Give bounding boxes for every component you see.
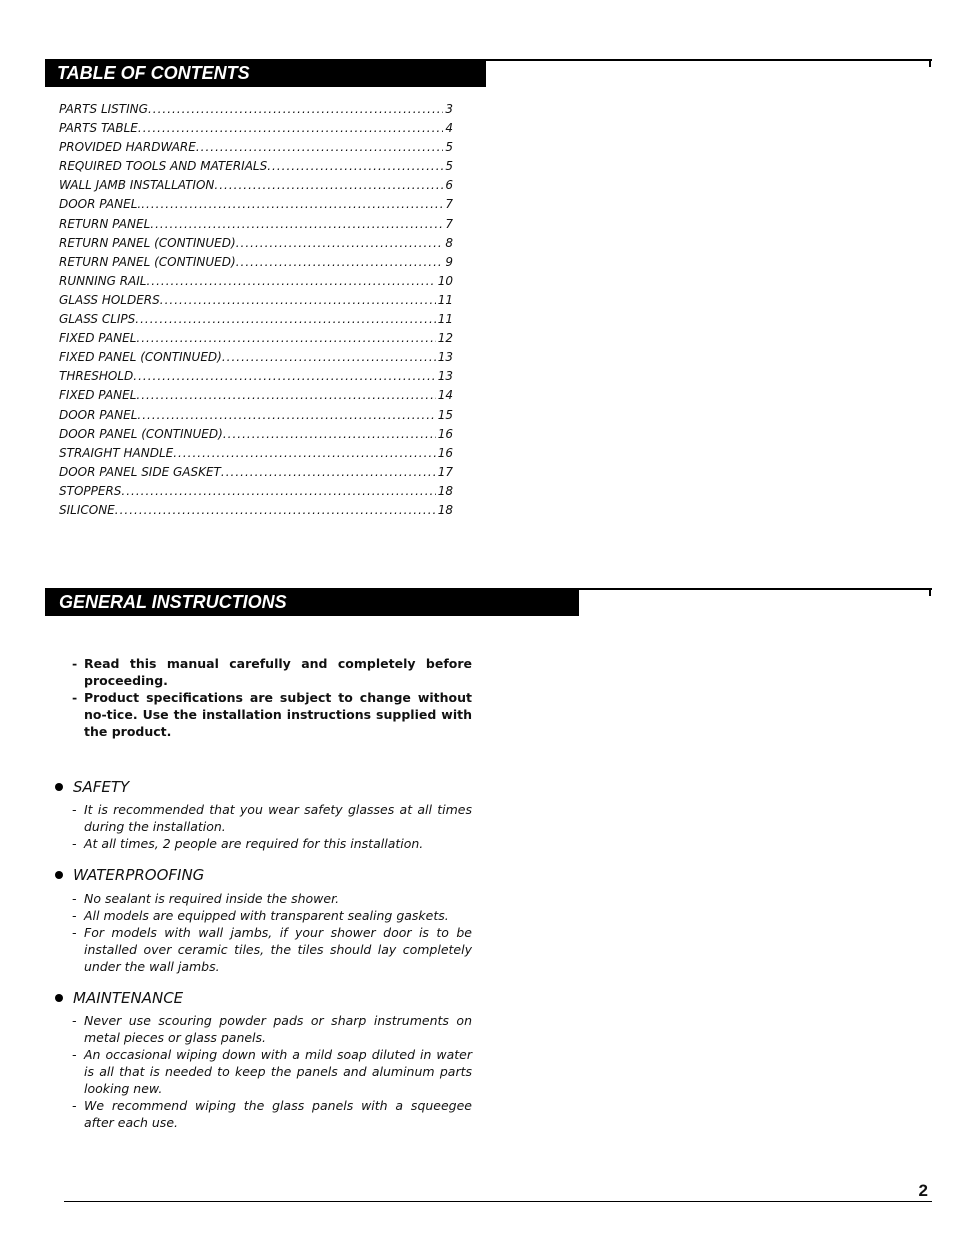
toc-entry-page: 15 — [437, 407, 453, 422]
toc-entry-label: DOOR PANEL SIDE GASKET — [59, 464, 221, 479]
toc-leader-dots — [267, 159, 443, 173]
toc-leader-dots — [148, 102, 443, 116]
toc-entry-page: 18 — [437, 483, 453, 498]
toc-entry-label: WALL JAMB INSTALLATION — [59, 178, 215, 193]
toc-leader-dots — [133, 369, 435, 383]
toc-entry-label: FIXED PANEL (CONTINUED) — [59, 350, 222, 365]
safety-list — [72, 801, 472, 852]
toc-entry[interactable] — [59, 217, 453, 236]
toc-entry[interactable] — [59, 197, 453, 216]
toc-leader-dots — [137, 408, 435, 422]
dash-marker: - — [72, 802, 77, 817]
maintenance-item-text: Never use scouring powder pads or sharp instruments on metal pieces or glass panels. — [84, 1013, 472, 1045]
toc-entry-label: DOOR PANEL — [59, 407, 138, 422]
list-item — [72, 924, 472, 975]
safety-heading — [55, 778, 129, 796]
toc-entry[interactable] — [59, 293, 453, 312]
toc-entry-label: DOOR PANEL (CONTINUED) — [59, 426, 223, 441]
dash-marker: - — [72, 690, 78, 705]
maintenance-item-text: An occasional wiping down with a mild soap diluted in water is all that is needed to keep the panels and aluminum parts looking new. — [84, 1047, 472, 1096]
toc-leader-dots — [222, 350, 436, 364]
dash-marker: - — [72, 891, 77, 906]
maintenance-item-text: We recommend wiping the glass panels with a squeegee after each use. — [84, 1098, 472, 1130]
toc-header-rule-tick — [929, 59, 931, 67]
toc-entry-page: 16 — [437, 445, 453, 460]
toc-entry-label: RETURN PANEL (CONTINUED) — [59, 235, 236, 250]
toc-entry[interactable] — [59, 102, 453, 121]
toc-title: TABLE OF CONTENTS — [45, 59, 486, 87]
toc-entry[interactable] — [59, 350, 453, 369]
toc-entry-label: PARTS TABLE — [59, 121, 138, 136]
toc-entry-label: RUNNING RAIL — [59, 273, 147, 288]
toc-entry-label: FIXED PANEL — [59, 331, 137, 346]
toc-leader-dots — [223, 427, 436, 441]
toc-entry[interactable] — [59, 408, 453, 427]
toc-entry[interactable] — [59, 427, 453, 446]
toc-entry-page: 7 — [445, 197, 453, 212]
toc-entry-page: 18 — [437, 502, 453, 517]
general-header-rule — [579, 588, 932, 590]
toc-entry-page: 14 — [437, 388, 453, 403]
list-item — [72, 689, 472, 740]
toc-leader-dots — [138, 121, 443, 135]
toc-entry[interactable] — [59, 312, 453, 331]
toc-entry-page: 11 — [437, 312, 453, 327]
toc-entry[interactable] — [59, 140, 453, 159]
toc-leader-dots — [141, 197, 443, 211]
general-item-text: Product specifications are subject to change without no-tice. Use the installation instructions supplied with the product. — [84, 690, 472, 739]
toc-leader-dots — [136, 388, 435, 402]
waterproofing-item-text: For models with wall jambs, if your shower door is to be installed over ceramic tiles, the tiles should lay completely under the wall jambs. — [84, 925, 472, 974]
toc-entry-label: REQUIRED TOOLS AND MATERIALS — [59, 159, 268, 174]
bullet-icon — [55, 783, 63, 791]
bullet-icon — [55, 871, 63, 879]
list-item — [72, 655, 472, 689]
toc-entry[interactable] — [59, 331, 453, 350]
toc-leader-dots — [121, 484, 435, 498]
toc-entry[interactable] — [59, 484, 453, 503]
toc-entry-page: 17 — [437, 464, 453, 479]
toc-entry[interactable] — [59, 388, 453, 407]
toc-entry-page: 16 — [437, 426, 453, 441]
page-number: 2 — [918, 1181, 928, 1200]
dash-marker: - — [72, 1098, 77, 1113]
waterproofing-item-text: All models are equipped with transparent sealing gaskets. — [84, 908, 449, 923]
toc-leader-dots — [136, 331, 435, 345]
toc-entry[interactable] — [59, 503, 453, 522]
toc-entry-page: 3 — [445, 102, 453, 116]
safety-item-text: At all times, 2 people are required for this installation. — [84, 836, 424, 851]
dash-marker: - — [72, 1047, 77, 1062]
toc-entry-label: DOOR PANEL. — [59, 197, 142, 212]
toc-entry-page: 7 — [445, 216, 453, 231]
toc-leader-dots — [115, 503, 436, 517]
toc-leader-dots — [146, 274, 435, 288]
list-item — [72, 907, 472, 924]
waterproofing-item-text: No sealant is required inside the shower. — [84, 891, 340, 906]
toc-header-rule — [486, 59, 932, 61]
toc-entry-page: 11 — [437, 292, 453, 307]
toc-entry-page: 13 — [437, 369, 453, 384]
toc-entry-label: RETURN PANEL (CONTINUED) — [59, 254, 236, 269]
toc-leader-dots — [214, 178, 443, 192]
toc-entry-label: THRESHOLD — [59, 369, 134, 384]
toc-leader-dots — [236, 236, 444, 250]
dash-marker: - — [72, 908, 77, 923]
waterproofing-heading — [55, 866, 204, 884]
toc-entry[interactable] — [59, 159, 453, 178]
toc-entry-page: 13 — [437, 350, 453, 365]
toc-leader-dots — [196, 140, 444, 154]
general-instructions-title: GENERAL INSTRUCTIONS — [45, 588, 579, 616]
general-instructions-list — [72, 655, 472, 740]
toc-entry-page: 5 — [445, 159, 453, 174]
toc-entry[interactable] — [59, 255, 453, 274]
toc-entry-label: RETURN PANEL — [59, 216, 151, 231]
toc-entry[interactable] — [59, 236, 453, 255]
list-item — [72, 1012, 472, 1046]
list-item — [72, 1046, 472, 1097]
toc-entry-page: 10 — [437, 273, 453, 288]
toc-entry-page: 4 — [445, 121, 453, 136]
toc-leader-dots — [173, 446, 436, 460]
toc-entry-label: PARTS LISTING — [59, 102, 148, 116]
footer-rule — [64, 1201, 932, 1202]
waterproofing-list — [72, 890, 472, 975]
toc-leader-dots — [160, 293, 436, 307]
list-item — [72, 835, 472, 852]
toc-entry[interactable] — [59, 446, 453, 465]
toc-entry[interactable] — [59, 274, 453, 293]
toc-leader-dots — [135, 312, 435, 326]
safety-item-text: It is recommended that you wear safety glasses at all times during the installation. — [84, 802, 472, 834]
list-item — [72, 890, 472, 907]
toc-entry-page: 6 — [445, 178, 453, 193]
maintenance-heading — [55, 989, 183, 1007]
toc-entry-page: 8 — [445, 235, 453, 250]
toc-entry-page: 12 — [437, 331, 453, 346]
list-item — [72, 1097, 472, 1131]
waterproofing-heading-text: WATERPROOFING — [73, 866, 205, 884]
dash-marker: - — [72, 925, 77, 940]
toc-entry[interactable] — [59, 369, 453, 388]
toc-entry[interactable] — [59, 465, 453, 484]
toc-entry-label: STRAIGHT HANDLE — [59, 445, 174, 460]
toc-entry[interactable] — [59, 121, 453, 140]
safety-heading-text: SAFETY — [73, 778, 130, 796]
maintenance-heading-text: MAINTENANCE — [73, 989, 184, 1007]
toc-entry-label: SILICONE — [59, 502, 115, 517]
dash-marker: - — [72, 656, 78, 671]
general-header-rule-tick — [929, 588, 931, 596]
dash-marker: - — [72, 836, 77, 851]
bullet-icon — [55, 994, 63, 1002]
toc-entry-label: GLASS HOLDERS — [59, 292, 160, 307]
list-item — [72, 801, 472, 835]
toc-entry-label: GLASS CLIPS — [59, 312, 136, 327]
table-of-contents — [59, 102, 453, 522]
toc-entry-label: STOPPERS — [59, 483, 122, 498]
toc-entry-page: 9 — [445, 254, 453, 269]
general-item-text: Read this manual carefully and completely before proceeding. — [84, 656, 472, 688]
maintenance-list — [72, 1012, 472, 1131]
toc-entry-label: FIXED PANEL — [59, 388, 137, 403]
toc-leader-dots — [236, 255, 444, 269]
dash-marker: - — [72, 1013, 77, 1028]
toc-entry[interactable] — [59, 178, 453, 197]
toc-entry-page: 5 — [445, 140, 453, 155]
toc-leader-dots — [221, 465, 436, 479]
toc-leader-dots — [150, 217, 443, 231]
toc-entry-label: PROVIDED HARDWARE — [59, 140, 196, 155]
